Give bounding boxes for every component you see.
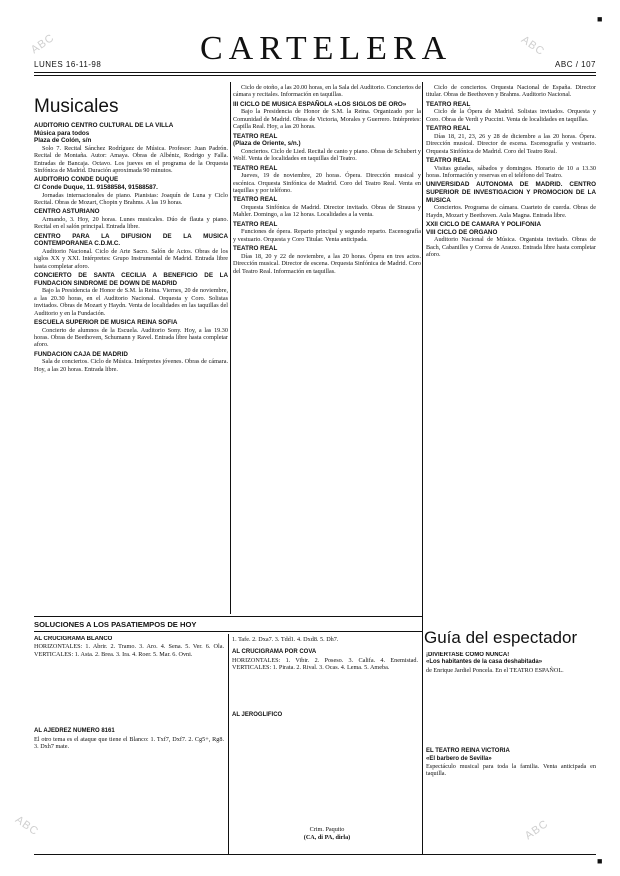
masthead-rule <box>34 75 596 76</box>
listing: AUDITORIO CENTRO CULTURAL DE LA VILLA Música para todos Plaza de Colón, s/n Solo 7. Recital Sánchez Rodríguez de Música. Profesor: Juan Padrón. Recital de Montaña. Autor: Amaya. Obras de Albéniz, Rodrigo y Falla. Entradas de Bancaja. Octavo. Los jueves en el programa de la Orquesta Sinfónica de Madrid. Duración aproximada 90 minutos. <box>34 122 228 174</box>
solution-item: 1. Tafe. 2. Dxa7. 3. Tdd1. 4. Dxd8. 5. Dh7. <box>232 636 339 643</box>
guide-item: EL TEATRO REINA VICTORIA «El barbero de Sevilla» Espectáculo musical para toda la familia. Venta anticipada en taquilla. <box>426 748 596 778</box>
issue-date: LUNES 16-11-98 <box>34 60 102 69</box>
column-divider <box>422 82 423 854</box>
registration-mark-icon: ■ <box>597 14 603 24</box>
listing: UNIVERSIDAD AUTONOMA DE MADRID. CENTRO SUPERIOR DE INVESTIGACION Y PROMOCION DE LA MUSICA Conciertos. Programa de cámara. Cuarteto de cuerda. Obras de Haydn, Mozart y Beethoven. Aula Magna. Entrada libre. <box>426 181 596 219</box>
solutions-top-rule <box>34 616 422 617</box>
solution-item: AL CRUCIGRAMA POR COVA HORIZONTALES: 1. Vibir. 2. Poseso. 3. Califa. 4. Enemistad. VERTICALES: 1. Pirata. 2. Rival. 3. Ocas. 4. Lema. 5. Ameba. <box>232 649 418 672</box>
listing: ESCUELA SUPERIOR DE MUSICA REINA SOFIA Concierto de alumnos de la Escuela. Auditorio Sony. Hoy, a las 19.30 horas. Obras de Beethoven, Schumann y Ravel. Entrada libre hasta completar aforo. <box>34 319 228 349</box>
watermark-stamp: ABC <box>518 33 547 59</box>
listing: TEATRO REAL Jueves, 19 de noviembre, 20 horas. Ópera. Dirección musical y escénica. Orquesta Sinfónica de Madrid. Coro del Teatro Real. Venta en taquillas y por teléfono. <box>233 164 421 195</box>
listing: AUDITORIO CONDE DUQUE C/ Conde Duque, 11. 91588584, 91588587. Jornadas internacionales de piano. Pianistas: Joaquín de Luna y Ciclo Recital. Obras de Mozart, Chopin y Brahms. A las 19 horas. <box>34 176 228 206</box>
listing: TEATRO REAL Funciones de ópera. Reparto principal y segundo reparto. Escenografía y vestuario. Orquesta y Coro Titular. Venta anticipada. <box>233 220 421 243</box>
solution-item: AL AJEDREZ NUMERO 8161 El otro tema es el ataque que tiene el Blanco: 1. Txf7, Dxf7. 2. Cg5+, Rg8. 3. Dxh7 mate. <box>34 728 224 751</box>
puzzle-signature: Crim. Paquito (CA, di PA, dirla) <box>303 826 351 841</box>
solutions-left-column <box>34 636 224 854</box>
watermark-stamp: ABC <box>28 31 57 57</box>
watermark-stamp: ABC <box>12 813 41 839</box>
solutions-middle-column <box>232 636 418 822</box>
registration-mark-icon: ■ <box>597 856 603 866</box>
listing: CONCIERTO DE SANTA CECILIA A BENEFICIO DE LA FUNDACION SINDROME DE DOWN DE MADRID Bajo la Presidencia de Honor de S.M. la Reina. Viernes, 20 de noviembre, a las 20.30 horas, en el Auditorio Nacional. Orquesta y Coro. Solistas invitados. Obras de Mozart y Haydn. Venta de localidades en las taquillas del Auditorio y en la Fundación. <box>34 272 228 317</box>
solution-item: AL JEROGLIFICO <box>232 711 283 718</box>
listing: Ciclo de conciertos. Orquesta Nacional de España. Director titular. Obras de Beethoven y Brahms. Auditorio Nacional. <box>426 84 596 99</box>
solutions-heading-rule <box>34 631 422 632</box>
solution-item: AL CRUCIGRAMA BLANCO HORIZONTALES: 1. Abrir. 2. Tramo. 3. Aro. 4. Sena. 5. Ver. 6. Ola. VERTICALES: 1. Asta. 2. Brea. 3. Ira. 4. Roer. 5. Mar. 6. Ovni. <box>34 636 224 658</box>
page-reference: ABC / 107 <box>555 60 596 69</box>
column-divider <box>230 82 231 614</box>
guide-title: Guía del espectador <box>424 628 578 647</box>
listing: TEATRO REAL Visitas guiadas, sábados y domingos. Horario de 10 a 13.30 horas. Información y reservas en el teléfono del Teatro. <box>426 157 596 180</box>
listing: TEATRO REAL Días 18, 21, 23, 26 y 28 de diciembre a las 20 horas. Ópera. Dirección musical. Director de escena. Escenografía y vestuario. Orquesta Sinfónica de Madrid. Coro del Teatro Real. <box>426 125 596 155</box>
listing: XXII CICLO DE CAMARA Y POLIFONIA VIII CICLO DE ORGANO Auditorio Nacional de Música. Organista invitado. Obras de Bach, Cabanilles y Correa de Arauxo. Entrada libre hasta completar aforo. <box>426 221 596 259</box>
listings-column-2 <box>233 84 421 614</box>
listing: III CICLO DE MUSICA ESPAÑOLA «LOS SIGLOS DE ORO» Bajo la Presidencia de Honor de S.M. la Reina. Organizado por la Comunidad de Madrid. Obras de Victoria, Morales y Guerrero. Intérpretes: Capilla Real. Hoy, a las 20 horas. <box>233 100 421 131</box>
guide-item: ¡DIVIERTASE COMO NUNCA! «Los habitantes de la casa deshabitada» de Enrique Jardiel Poncela. En el TEATRO ESPAÑOL. <box>426 652 564 674</box>
listing: CENTRO ASTURIANO Armando, 3. Hoy, 20 horas. Lunes musicales. Dúo de flauta y piano. Recital en el salón principal. Entrada libre. <box>34 208 228 231</box>
listings-column-3 <box>426 84 596 620</box>
section-title: Musicales <box>34 96 119 117</box>
listings-column-1 <box>34 120 228 615</box>
listing: TEATRO REAL Ciclo de la Ópera de Madrid. Solistas invitados. Orquesta y Coro. Obras de Verdi y Puccini. Venta de localidades en taquillas. <box>426 100 596 123</box>
listing: TEATRO REAL Días 18, 20 y 22 de noviembre, a las 20 horas. Ópera en tres actos. Dirección musical. Director de escena. Orquesta Sinfónica de Madrid. Coro del Teatro Real. Información en taquillas. <box>233 245 421 275</box>
masthead-rule <box>34 72 596 73</box>
listing: FUNDACION CAJA DE MADRID Sala de conciertos. Ciclo de Música. Intérpretes jóvenes. Obras de cámara. Hoy, a las 20 horas. Entrada libre. <box>34 350 228 373</box>
listing: Ciclo de otoño, a las 20.00 horas, en la Sala del Auditorio. Conciertos de cámara y recitales. Información en taquillas. <box>233 84 421 99</box>
listing: TEATRO REAL Orquesta Sinfónica de Madrid. Director invitado. Obras de Strauss y Mahler. Domingo, a las 12 horas. Localidades a la venta. <box>233 196 421 219</box>
column-divider <box>228 634 229 854</box>
watermark-stamp: ABC <box>522 817 551 843</box>
bottom-rule <box>34 854 596 855</box>
section-masthead: CARTELERA <box>200 30 453 67</box>
listing: CENTRO PARA LA DIFUSION DE LA MUSICA CONTEMPORANEA C.D.M.C. Auditorio Nacional. Ciclo de Arte Sacro. Salón de Actos. Obras de los siglos XX y XXI. Intérpretes: Grupo Instrumental de Madrid. Entrada libre hasta completar aforo. <box>34 232 228 270</box>
solutions-heading: SOLUCIONES A LOS PASATIEMPOS DE HOY <box>34 620 197 629</box>
guide-column <box>426 652 596 852</box>
listing: TEATRO REAL (Plaza de Oriente, s/n.) Conciertos. Ciclo de Lied. Recital de canto y piano. Obras de Schubert y Wolf. Venta de localidades en taquillas del Teatro. <box>233 132 421 163</box>
